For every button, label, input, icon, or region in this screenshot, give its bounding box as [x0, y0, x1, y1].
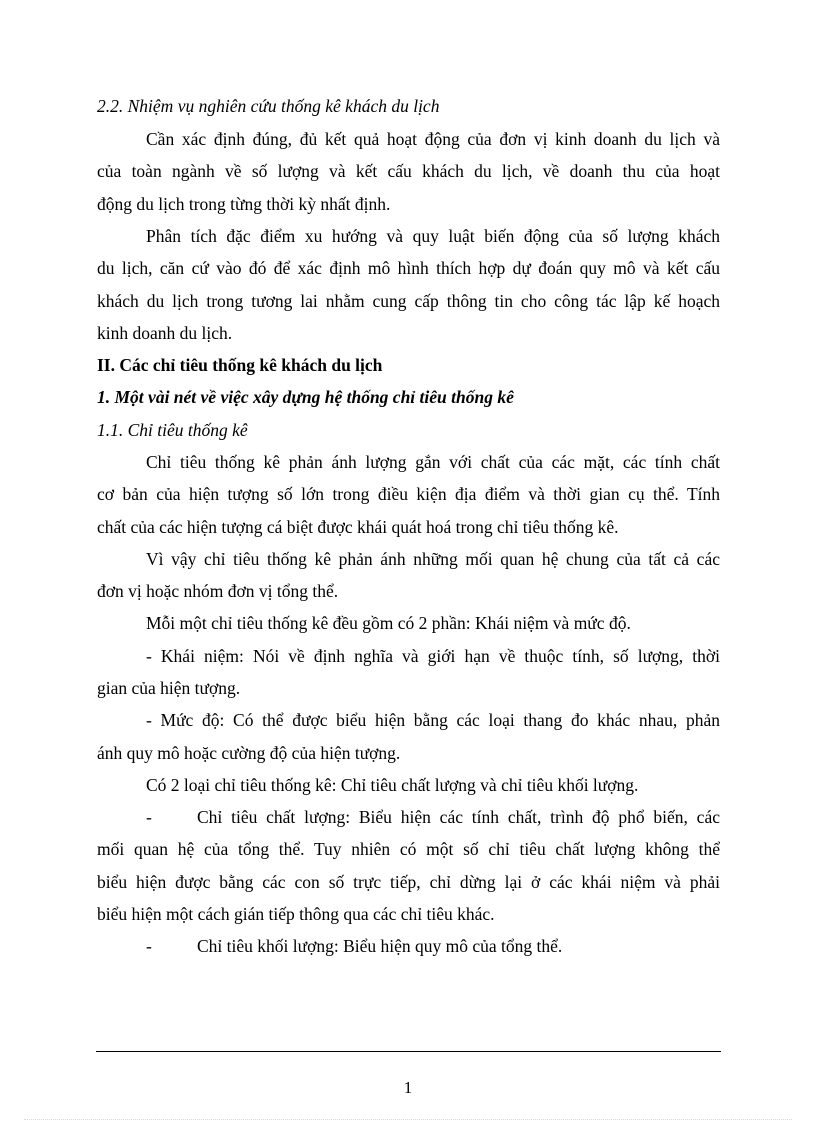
bullet-marker: -: [146, 936, 152, 956]
paragraph-line: chất của các hiện tượng cá biệt được khái quát hoá trong chỉ tiêu thống kê.: [97, 517, 619, 537]
bullet-line: Chỉ tiêu khối lượng: Biểu hiện quy mô của tổng thể.: [197, 936, 563, 956]
paragraph-line: Mỗi một chỉ tiêu thống kê đều gồm có 2 phần: Khái niệm và mức độ.: [146, 613, 631, 633]
section-heading-II: II. Các chỉ tiêu thống kê khách du lịch: [97, 355, 383, 375]
bullet-line: biểu hiện một cách gián tiếp thông qua các chỉ tiêu khác.: [97, 904, 495, 924]
paragraph-line: Có 2 loại chỉ tiêu thống kê: Chỉ tiêu chất lượng và chỉ tiêu khối lượng.: [146, 775, 639, 795]
paragraph-line: kinh doanh du lịch.: [97, 323, 233, 343]
section-heading-1: 1. Một vài nét về việc xây dựng hệ thống chỉ tiêu thống kê: [97, 387, 514, 407]
bullet-line: mối quan hệ của tổng thể. Tuy nhiên có một số chỉ tiêu chất lượng không thể: [97, 839, 720, 859]
bullet-line: Chỉ tiêu chất lượng: Biểu hiện các tính chất, trình độ phổ biến, các: [197, 807, 720, 827]
paragraph-line: Vì vậy chỉ tiêu thống kê phản ánh những mối quan hệ chung của tất cả các: [146, 549, 720, 569]
paragraph-line: Chỉ tiêu thống kê phản ánh lượng gắn với chất của các mặt, các tính chất: [146, 452, 720, 472]
section-heading-2-2: 2.2. Nhiệm vụ nghiên cứu thống kê khách du lịch: [97, 96, 440, 116]
paragraph-line: khách du lịch trong tương lai nhằm cung cấp thông tin cho công tác lập kế hoạch: [97, 291, 720, 311]
paragraph-line: của toàn ngành về số lượng và kết cấu khách du lịch, về doanh thu của hoạt: [97, 161, 720, 181]
page-bottom-border: [24, 1119, 792, 1120]
paragraph-line: - Khái niệm: Nói về định nghĩa và giới hạn về thuộc tính, số lượng, thời: [146, 646, 720, 666]
bullet-marker: -: [146, 807, 152, 827]
page-number: 1: [403, 1078, 413, 1097]
paragraph-line: Phân tích đặc điểm xu hướng và quy luật biến động của số lượng khách: [146, 226, 720, 246]
paragraph-line: - Mức độ: Có thể được biểu hiện bằng các loại thang đo khác nhau, phản: [146, 710, 720, 730]
paragraph-line: Cần xác định đúng, đủ kết quả hoạt động của đơn vị kinh doanh du lịch và: [146, 129, 720, 149]
bullet-line: biểu hiện được bằng các con số trực tiếp, chỉ dừng lại ở các khái niệm và phải: [97, 872, 720, 892]
paragraph-line: cơ bản của hiện tượng số lớn trong điều kiện địa điểm và thời gian cụ thể. Tính: [97, 484, 720, 504]
paragraph-line: đơn vị hoặc nhóm đơn vị tổng thể.: [97, 581, 339, 601]
paragraph-line: động du lịch trong từng thời kỳ nhất định.: [97, 194, 391, 214]
paragraph-line: ánh quy mô hoặc cường độ của hiện tượng.: [97, 743, 401, 763]
paragraph-line: gian của hiện tượng.: [97, 678, 241, 698]
section-heading-1-1: 1.1. Chỉ tiêu thống kê: [97, 420, 248, 440]
paragraph-line: du lịch, căn cứ vào đó để xác định mô hình thích hợp dự đoán quy mô và kết cấu: [97, 258, 720, 278]
footer-rule: [96, 1051, 721, 1052]
